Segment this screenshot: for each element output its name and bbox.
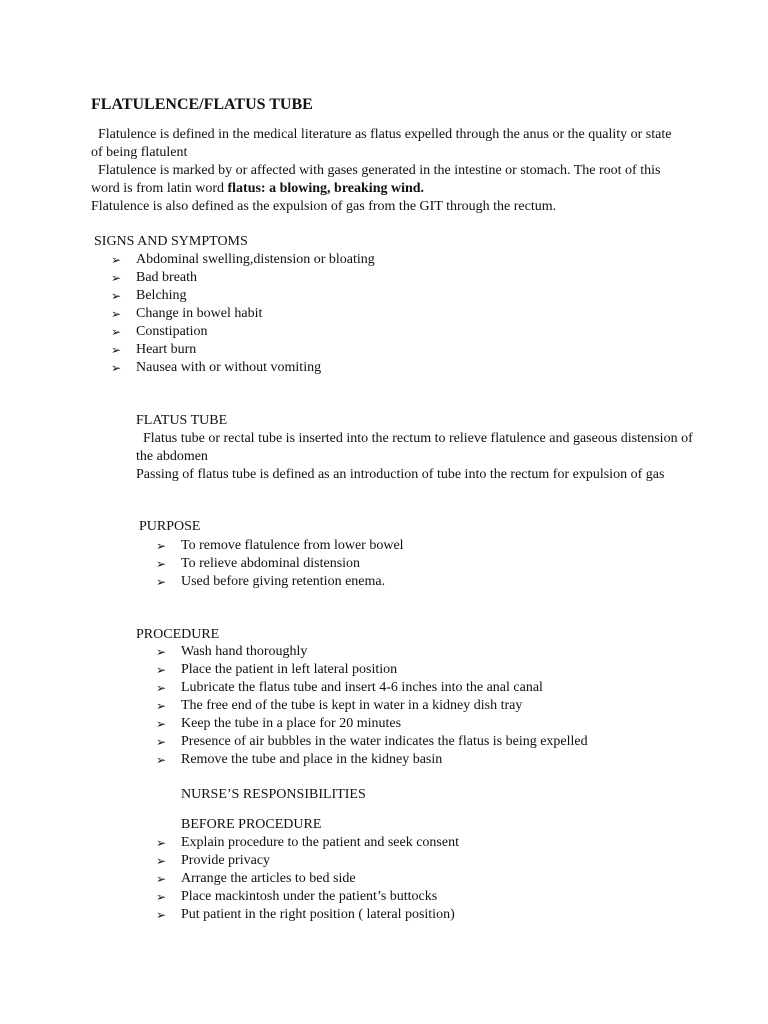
arrow-bullet-icon: ➢ xyxy=(111,289,122,303)
flatus-tube-heading: FLATUS TUBE xyxy=(136,413,228,428)
arrow-bullet-icon: ➢ xyxy=(111,307,122,321)
list-item-label: Wash hand thoroughly xyxy=(181,644,308,659)
list-item xyxy=(156,888,459,906)
list-item-label: Explain procedure to the patient and seek consent xyxy=(181,835,459,850)
intro-paragraph-1: Flatulence is defined in the medical literature as flatus expelled through the anus or the quality or state of being flatulent xyxy=(91,127,672,160)
list-item xyxy=(156,715,588,733)
list-item-label: Place mackintosh under the patient’s buttocks xyxy=(181,889,438,904)
list-item-label: Nausea with or without vomiting xyxy=(136,360,322,375)
list-item-label: To remove flatulence from lower bowel xyxy=(181,538,404,553)
list-item-label: Abdominal swelling,distension or bloating xyxy=(136,252,375,267)
flatus-tube-paragraph-2: Passing of flatus tube is defined as an introduction of tube into the rectum for expulsion of gas xyxy=(136,467,665,482)
list-item xyxy=(156,679,588,697)
list-item xyxy=(111,287,375,305)
list-item xyxy=(156,733,588,751)
arrow-bullet-icon: ➢ xyxy=(111,253,122,267)
purpose-heading: PURPOSE xyxy=(139,519,201,534)
arrow-bullet-icon: ➢ xyxy=(156,908,167,922)
list-item xyxy=(156,555,404,573)
list-item xyxy=(111,341,375,359)
list-item-label: Bad breath xyxy=(136,270,198,285)
intro-paragraph-2-bold: flatus: a blowing, breaking wind. xyxy=(227,181,425,196)
arrow-bullet-icon: ➢ xyxy=(156,645,167,659)
list-item-label: Constipation xyxy=(136,324,208,339)
arrow-bullet-icon: ➢ xyxy=(156,539,167,553)
list-item xyxy=(156,906,459,924)
arrow-bullet-icon: ➢ xyxy=(156,699,167,713)
signs-list xyxy=(111,251,375,377)
arrow-bullet-icon: ➢ xyxy=(111,325,122,339)
list-item-label: Remove the tube and place in the kidney basin xyxy=(181,752,443,767)
list-item-label: Arrange the articles to bed side xyxy=(181,871,356,886)
before-procedure-list xyxy=(156,834,459,924)
list-item xyxy=(111,359,375,377)
procedure-list xyxy=(156,643,588,769)
arrow-bullet-icon: ➢ xyxy=(111,271,122,285)
list-item xyxy=(111,251,375,269)
list-item-label: Put patient in the right position ( lateral position) xyxy=(181,907,455,922)
list-item-label: Presence of air bubbles in the water indicates the flatus is being expelled xyxy=(181,734,588,749)
arrow-bullet-icon: ➢ xyxy=(111,343,122,357)
arrow-bullet-icon: ➢ xyxy=(156,854,167,868)
list-item xyxy=(156,661,588,679)
list-item xyxy=(156,537,404,555)
list-item-label: Used before giving retention enema. xyxy=(181,574,386,589)
list-item-label: Change in bowel habit xyxy=(136,306,263,321)
arrow-bullet-icon: ➢ xyxy=(156,836,167,850)
before-procedure-heading: BEFORE PROCEDURE xyxy=(181,817,322,832)
intro-paragraph-2-text: Flatulence is marked by or affected with gases generated in the intestine or stomach. The root of this word is from latin word xyxy=(91,163,661,196)
nurse-responsibilities-heading: NURSE’S RESPONSIBILITIES xyxy=(181,787,366,802)
list-item-label: The free end of the tube is kept in water in a kidney dish tray xyxy=(181,698,523,713)
list-item xyxy=(156,852,459,870)
list-item-label: Heart burn xyxy=(136,342,197,357)
list-item-label: To relieve abdominal distension xyxy=(181,556,361,571)
intro-paragraph-2 xyxy=(91,162,681,198)
list-item xyxy=(111,269,375,287)
arrow-bullet-icon: ➢ xyxy=(156,872,167,886)
procedure-heading: PROCEDURE xyxy=(136,627,220,642)
flatus-tube-paragraph-1: Flatus tube or rectal tube is inserted into the rectum to relieve flatulence and gaseous distension of the abdomen xyxy=(136,431,693,464)
purpose-list xyxy=(156,537,404,591)
arrow-bullet-icon: ➢ xyxy=(156,575,167,589)
list-item xyxy=(111,323,375,341)
list-item xyxy=(156,834,459,852)
document-title: FLATULENCE/FLATUS TUBE xyxy=(91,96,313,113)
list-item-label: Provide privacy xyxy=(181,853,271,868)
list-item xyxy=(156,697,588,715)
list-item xyxy=(156,643,588,661)
arrow-bullet-icon: ➢ xyxy=(156,681,167,695)
list-item xyxy=(156,870,459,888)
list-item xyxy=(156,751,588,769)
list-item-label: Lubricate the flatus tube and insert 4-6 inches into the anal canal xyxy=(181,680,543,695)
list-item-label: Belching xyxy=(136,288,187,303)
arrow-bullet-icon: ➢ xyxy=(156,735,167,749)
arrow-bullet-icon: ➢ xyxy=(156,753,167,767)
signs-heading: SIGNS AND SYMPTOMS xyxy=(94,234,248,249)
list-item-label: Place the patient in left lateral position xyxy=(181,662,398,677)
list-item xyxy=(111,305,375,323)
list-item-label: Keep the tube in a place for 20 minutes xyxy=(181,716,402,731)
arrow-bullet-icon: ➢ xyxy=(111,361,122,375)
arrow-bullet-icon: ➢ xyxy=(156,717,167,731)
intro-paragraph-3: Flatulence is also defined as the expulsion of gas from the GIT through the rectum. xyxy=(91,199,557,214)
list-item xyxy=(156,573,404,591)
arrow-bullet-icon: ➢ xyxy=(156,663,167,677)
arrow-bullet-icon: ➢ xyxy=(156,557,167,571)
arrow-bullet-icon: ➢ xyxy=(156,890,167,904)
